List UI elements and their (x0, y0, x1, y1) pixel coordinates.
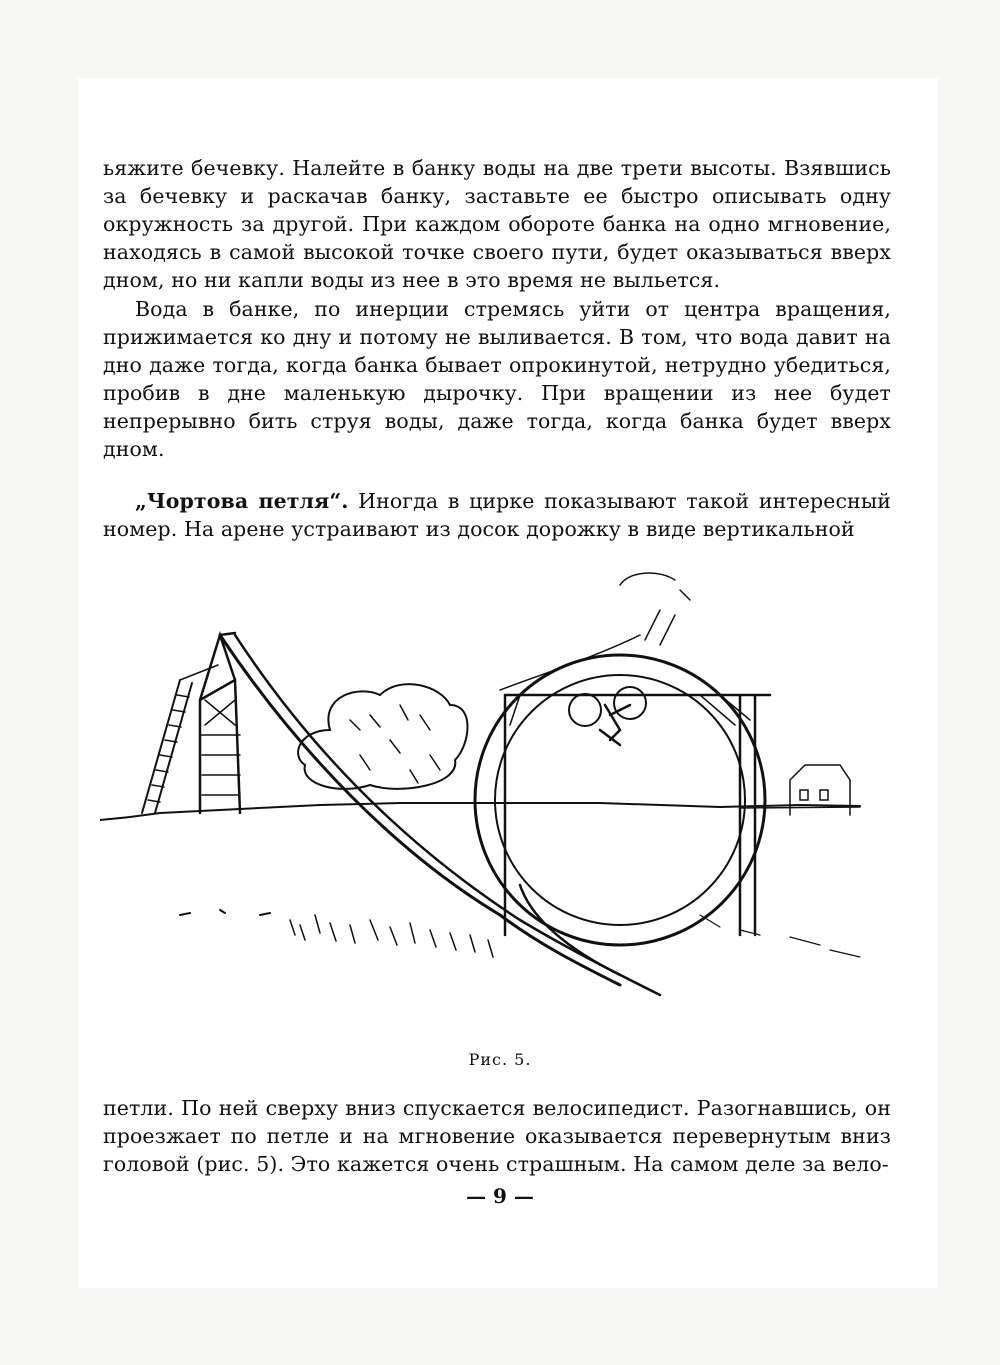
paragraph-3 (103, 487, 891, 543)
loop-the-loop-illustration-icon (100, 555, 900, 1045)
paragraph-2: Вода в банке, по инерции стремясь уйти от центра вращения, прижимается ко дну и потому не выливается. В том, что вода давит на дно даже тогда, когда банка бывает опрокинутой, нетрудно убедиться, пробив в дне маленькую дырочку. При вращении из нее будет непрерывно бить струя воды, даже тогда, когда банка будет вверх дном. (103, 297, 891, 461)
paragraph-1: ьяжите бечевку. Налейте в банку воды на две трети высоты. Взявшись за бечевку и раскачав банку, заставьте ее быстро описывать одну окружность за другой. При каждом обороте банка на одно мгновение, находясь в самой высокой точке своего пути, будет оказываться вверх дном, но ни капли воды из нее в это время не выльется. (103, 156, 891, 292)
page-number: — 9 — (466, 1184, 534, 1208)
paragraph-4: петли. По ней сверху вниз спускается велосипедист. Разогнавшись, он проезжает по петле и на мгновение оказывается перевернутым вниз головой (рис. 5). Это кажется очень страшным. На самом деле за вело- (103, 1096, 891, 1176)
section-heading: „Чортова петля“. (135, 489, 349, 513)
paragraph-3-text: Иногда в цирке показывают такой интересный номер. На арене устраивают из досок дорожку в виде вертикальной (103, 489, 891, 541)
figure-caption: Рис. 5. (468, 1050, 532, 1069)
